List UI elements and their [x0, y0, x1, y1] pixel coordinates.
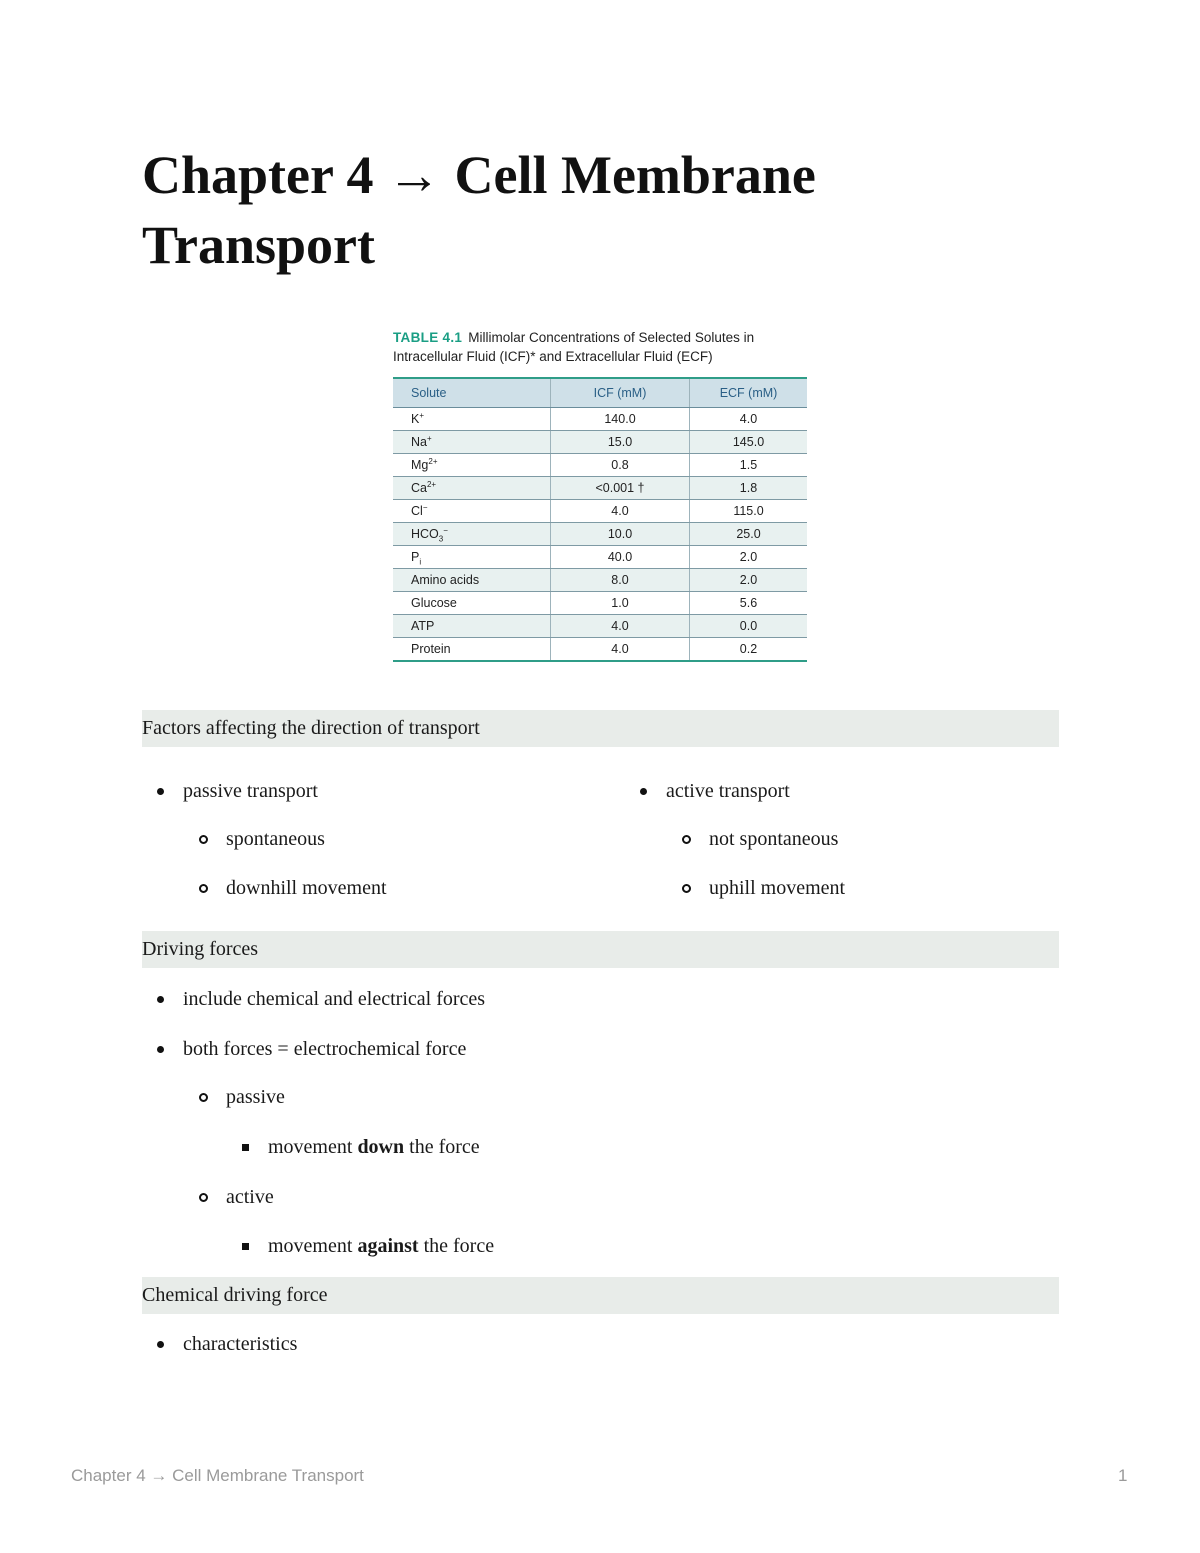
- solute-name: K: [411, 412, 420, 426]
- solute-name: Protein: [411, 642, 451, 656]
- table-row: [393, 477, 807, 500]
- table-row: [393, 638, 807, 662]
- solute-name: Ca: [411, 481, 427, 495]
- solute-name: Na: [411, 435, 427, 449]
- icf-cell: 0.8: [551, 454, 690, 477]
- list-item-electrochemical: both forces = electrochemical force: [183, 1038, 467, 1060]
- table-row: [393, 615, 807, 638]
- list-item-down-the-force: [268, 1134, 480, 1160]
- solute-subscript: i: [419, 557, 422, 567]
- solute-name: P: [411, 550, 420, 564]
- footer-title: Chapter 4 → Cell Membrane Transport: [71, 1466, 364, 1485]
- section-heading-factors: Factors affecting the direction of transport: [142, 710, 1059, 747]
- table-row: [393, 454, 807, 477]
- ecf-cell: 2.0: [690, 546, 808, 569]
- ecf-cell: 4.0: [690, 408, 808, 431]
- emphasis-text: against: [357, 1235, 419, 1257]
- solute-cell: [393, 546, 551, 569]
- text: movement: [268, 1235, 358, 1257]
- ecf-cell: 5.6: [690, 592, 808, 615]
- circle-bullet-icon: [199, 884, 208, 893]
- solute-cell: [393, 592, 551, 615]
- circle-bullet-icon: [682, 884, 691, 893]
- solute-cell: [393, 523, 551, 546]
- page-number: 1: [1118, 1466, 1128, 1485]
- emphasis-text: down: [357, 1136, 405, 1158]
- table-row: [393, 546, 807, 569]
- solute-cell: [393, 500, 551, 523]
- column-header: ECF (mM): [690, 378, 808, 408]
- table-header-row: [393, 378, 807, 408]
- list-item-active: active: [226, 1186, 274, 1208]
- solute-table: [393, 377, 807, 662]
- list-item-uphill: uphill movement: [709, 877, 846, 899]
- solute-name: Amino acids: [411, 573, 480, 587]
- column-header: ICF (mM): [551, 378, 690, 408]
- solute-name: HCO: [411, 527, 439, 541]
- table-row: [393, 569, 807, 592]
- solute-charge: −: [422, 502, 428, 512]
- solute-subscript: 3: [438, 534, 444, 544]
- circle-bullet-icon: [682, 835, 691, 844]
- solute-name: Mg: [411, 458, 429, 472]
- square-bullet-icon: [242, 1243, 249, 1250]
- solute-cell: [393, 638, 551, 662]
- ecf-cell: 0.2: [690, 638, 808, 662]
- solute-name: Cl: [411, 504, 423, 518]
- solute-cell: [393, 408, 551, 431]
- column-header: Solute: [393, 378, 551, 408]
- section-heading-driving-forces: Driving forces: [142, 931, 1059, 968]
- icf-cell: 15.0: [551, 431, 690, 454]
- list-item-passive: passive: [226, 1086, 285, 1108]
- icf-cell: <0.001 †: [551, 477, 690, 500]
- ecf-cell: 1.5: [690, 454, 808, 477]
- icf-cell: 40.0: [551, 546, 690, 569]
- list-item-passive-transport: passive transport: [183, 780, 318, 802]
- bullet-icon: [157, 1046, 164, 1053]
- table-row: [393, 523, 807, 546]
- ecf-cell: 115.0: [690, 500, 808, 523]
- bullet-icon: [157, 788, 164, 795]
- table-label: TABLE 4.1: [393, 330, 463, 345]
- solute-charge: +: [419, 410, 425, 420]
- table-row: [393, 431, 807, 454]
- list-item-against-the-force: [268, 1233, 494, 1259]
- icf-cell: 140.0: [551, 408, 690, 431]
- solute-charge: −: [443, 525, 448, 535]
- table-row: [393, 592, 807, 615]
- solute-charge: 2+: [426, 479, 437, 489]
- table-caption: [393, 328, 807, 366]
- icf-cell: 10.0: [551, 523, 690, 546]
- list-item-characteristics: characteristics: [183, 1333, 298, 1355]
- table-figure: [393, 328, 807, 662]
- solute-cell: [393, 454, 551, 477]
- section-heading-chemical-driving-force: Chemical driving force: [142, 1277, 1059, 1314]
- table-body: [393, 408, 807, 662]
- circle-bullet-icon: [199, 835, 208, 844]
- text: the force: [418, 1235, 495, 1257]
- list-item-active-transport: active transport: [666, 780, 790, 802]
- table-caption-text: Millimolar Concentrations of Selected Solutes in Intracellular Fluid (ICF)* and Extracellular Fluid (ECF): [393, 330, 755, 364]
- ecf-cell: 1.8: [690, 477, 808, 500]
- solute-name: ATP: [411, 619, 435, 633]
- text: movement: [268, 1136, 358, 1158]
- solute-charge: +: [426, 433, 432, 443]
- ecf-cell: 25.0: [690, 523, 808, 546]
- solute-cell: [393, 569, 551, 592]
- text: the force: [404, 1136, 480, 1158]
- circle-bullet-icon: [199, 1193, 208, 1202]
- icf-cell: 4.0: [551, 638, 690, 662]
- icf-cell: 4.0: [551, 615, 690, 638]
- table-row: [393, 408, 807, 431]
- icf-cell: 8.0: [551, 569, 690, 592]
- list-item-downhill: downhill movement: [226, 877, 387, 899]
- ecf-cell: 2.0: [690, 569, 808, 592]
- square-bullet-icon: [242, 1144, 249, 1151]
- solute-cell: [393, 477, 551, 500]
- bullet-icon: [157, 1341, 164, 1348]
- bullet-icon: [157, 996, 164, 1003]
- solute-name: Glucose: [411, 596, 457, 610]
- table-row: [393, 500, 807, 523]
- icf-cell: 1.0: [551, 592, 690, 615]
- ecf-cell: 0.0: [690, 615, 808, 638]
- ecf-cell: 145.0: [690, 431, 808, 454]
- circle-bullet-icon: [199, 1093, 208, 1102]
- page-title: Chapter 4 → Cell Membrane Transport: [142, 145, 816, 275]
- list-item-not-spontaneous: not spontaneous: [709, 828, 839, 850]
- solute-charge: 2+: [428, 456, 438, 466]
- bullet-icon: [640, 788, 647, 795]
- icf-cell: 4.0: [551, 500, 690, 523]
- list-item-chemical-electrical: include chemical and electrical forces: [183, 988, 486, 1010]
- solute-cell: [393, 615, 551, 638]
- list-item-spontaneous: spontaneous: [226, 828, 325, 850]
- solute-cell: [393, 431, 551, 454]
